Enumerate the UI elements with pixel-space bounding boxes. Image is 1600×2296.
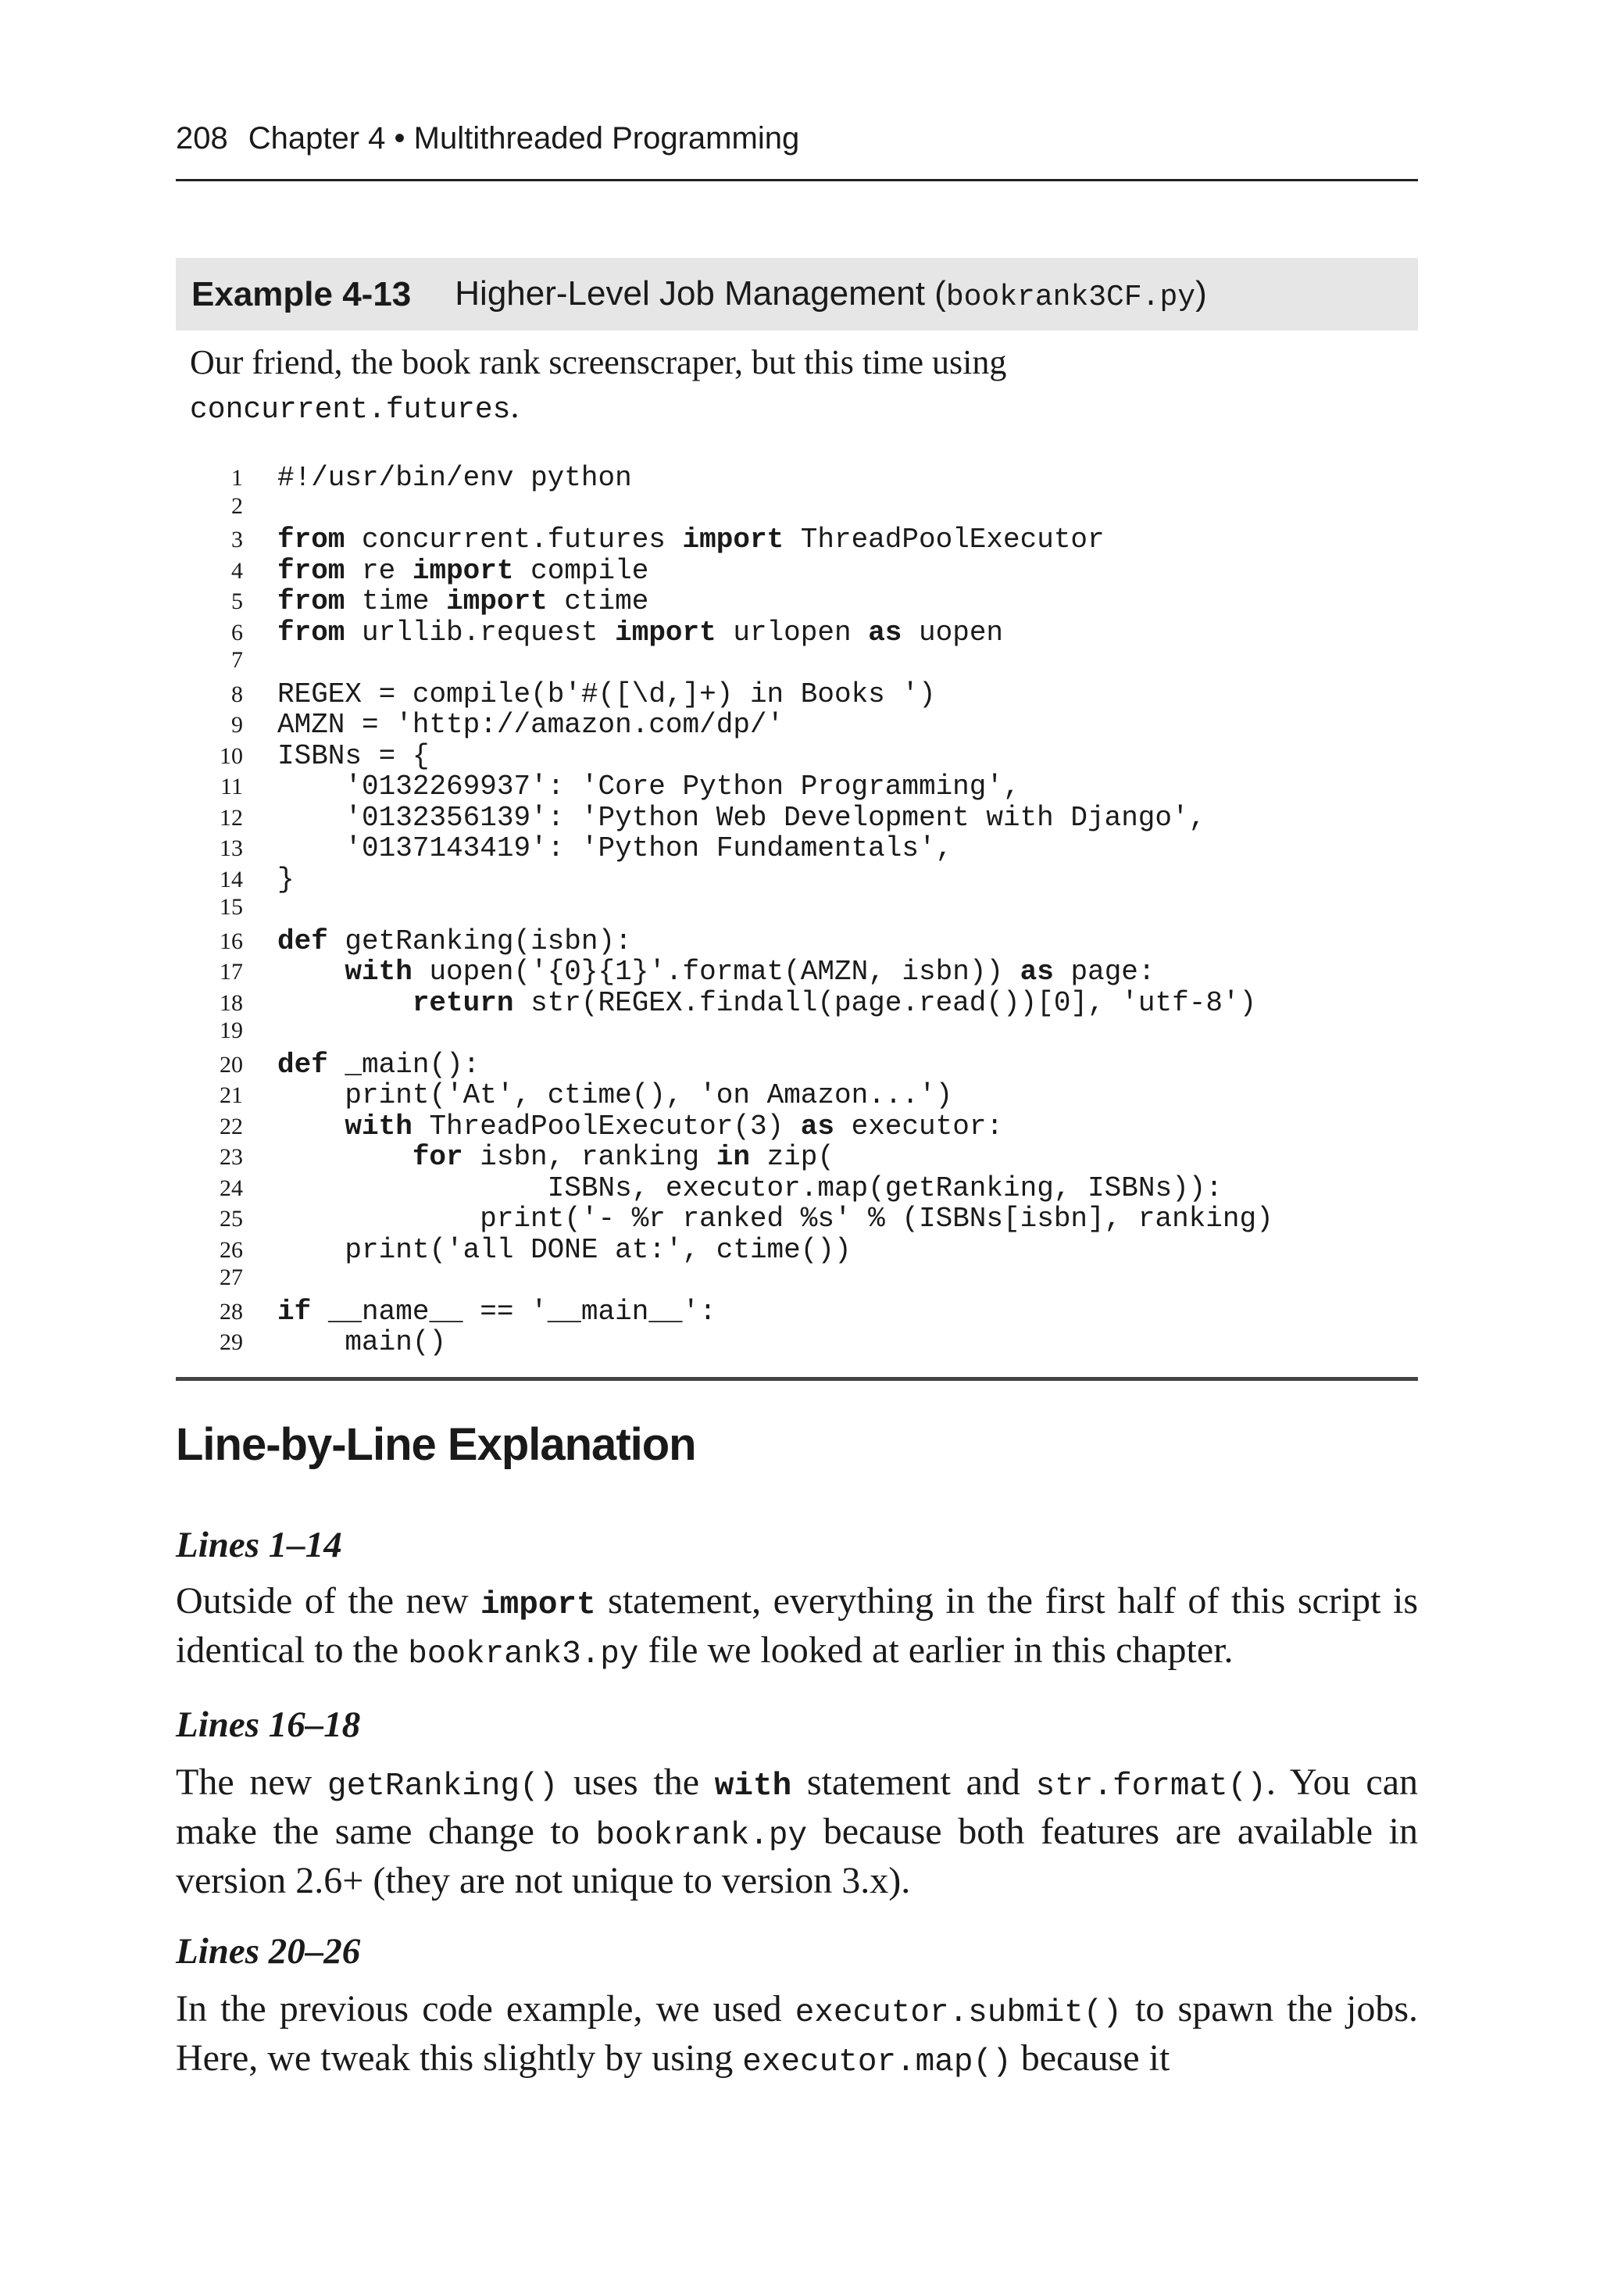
code-line	[176, 864, 1418, 895]
line-number: 10	[220, 742, 243, 769]
code-text: }	[277, 863, 295, 896]
para-text: because it	[1011, 2037, 1170, 2079]
code-line	[176, 524, 1418, 555]
example-filename: bookrank3CF.py	[945, 281, 1196, 314]
code-line	[176, 1017, 1418, 1049]
code-line	[176, 1203, 1418, 1234]
code-line	[176, 1172, 1418, 1203]
code-text: REGEX = compile(b'#([\d,]+) in Books ')	[277, 678, 936, 710]
code-text: print('At', ctime(), 'on Amazon...')	[345, 1079, 953, 1111]
line-number: 24	[220, 1175, 243, 1201]
code-text: '0132356139': 'Python Web Development with Django',	[345, 801, 1206, 834]
code-text: from time import ctime	[277, 585, 649, 617]
paragraph-lines-16-18	[176, 1760, 1418, 1903]
code-text: print('all DONE at:', ctime())	[345, 1233, 852, 1266]
code-text: for isbn, ranking in zip(	[412, 1141, 834, 1173]
code-line	[176, 617, 1418, 648]
line-number: 14	[220, 866, 243, 892]
code-text: main()	[345, 1326, 447, 1358]
line-number: 22	[220, 1113, 243, 1139]
code-line	[176, 709, 1418, 740]
inline-code: executor.submit()	[795, 1995, 1122, 2031]
code-text: with ThreadPoolExecutor(3) as executor:	[345, 1110, 1004, 1143]
code-line	[176, 925, 1418, 957]
inline-code: str.format()	[1035, 1768, 1266, 1804]
code-line	[176, 555, 1418, 586]
example-desc-period: .	[510, 387, 520, 425]
code-text: ISBNs, executor.map(getRanking, ISBNs)):	[547, 1171, 1223, 1204]
line-number: 8	[231, 681, 243, 707]
inline-code: import	[480, 1587, 596, 1623]
code-text: print('- %r ranked %s' % (ISBNs[isbn], ranking)	[480, 1203, 1273, 1235]
line-number: 5	[231, 588, 243, 614]
code-text: '0137143419': 'Python Fundamentals',	[345, 832, 953, 864]
line-number: 18	[220, 989, 243, 1016]
para-text: statement and	[791, 1761, 1036, 1803]
code-line	[176, 1079, 1418, 1110]
para-text: because both features are available in version 2.6+ (they are not unique to version 3.x).	[176, 1811, 1418, 1901]
line-number: 6	[231, 619, 243, 646]
example-desc-text: Our friend, the book rank screenscraper, but this time using	[190, 343, 1007, 381]
para-text: . You can make the same change to	[176, 1761, 1419, 1852]
example-description	[190, 341, 1401, 432]
code-line	[176, 1296, 1418, 1327]
line-number: 28	[220, 1298, 243, 1325]
code-line	[176, 1264, 1418, 1296]
subheading-lines-1-14: Lines 1–14	[176, 1525, 342, 1565]
line-number: 13	[220, 835, 243, 861]
line-number: 23	[220, 1144, 243, 1170]
para-text: In the previous code example, we used	[176, 1988, 795, 2030]
code-line	[176, 462, 1418, 493]
line-number: 21	[220, 1082, 243, 1108]
code-line	[176, 1110, 1418, 1142]
code-line	[176, 1141, 1418, 1172]
example-label: Example 4-13	[191, 274, 412, 313]
code-line	[176, 1326, 1418, 1357]
code-line	[176, 987, 1418, 1018]
code-text: AMZN = 'http://amazon.com/dp/'	[277, 709, 784, 741]
paragraph-lines-1-14	[176, 1579, 1418, 1677]
subheading-lines-20-26: Lines 20–26	[176, 1931, 361, 1972]
line-number: 4	[231, 557, 243, 584]
example-desc-code: concurrent.futures	[190, 393, 511, 427]
line-number: 1	[231, 465, 243, 491]
line-number: 27	[220, 1264, 243, 1290]
line-number: 9	[231, 712, 243, 738]
paragraph-lines-20-26	[176, 1987, 1418, 2085]
code-text: with uopen('{0}{1}'.format(AMZN, isbn)) as page:	[345, 956, 1155, 988]
line-number: 17	[220, 959, 243, 985]
code-line	[176, 802, 1418, 833]
example-title	[455, 274, 1206, 314]
code-text: ISBNs = {	[277, 739, 430, 772]
code-line	[176, 832, 1418, 864]
page-number: 208	[176, 121, 228, 156]
header-rule	[176, 179, 1418, 181]
line-number: 7	[231, 647, 243, 673]
code-line	[176, 647, 1418, 678]
code-text: '0132269937': 'Core Python Programming',	[345, 771, 1020, 803]
para-text: uses the	[558, 1761, 715, 1803]
code-line	[176, 1234, 1418, 1265]
line-number: 3	[231, 527, 243, 553]
line-number: 2	[231, 492, 243, 519]
code-text: return str(REGEX.findall(page.read())[0], 'utf-8')	[412, 986, 1257, 1019]
code-text: from concurrent.futures import ThreadPoolExecutor	[277, 524, 1105, 556]
para-text: statement, everything in the first half of this script is identical to the	[176, 1580, 1418, 1671]
code-listing	[176, 462, 1418, 1357]
running-head	[176, 121, 1418, 156]
line-number: 29	[220, 1329, 243, 1355]
code-text: def _main():	[277, 1048, 480, 1081]
para-text: Outside of the new	[176, 1580, 481, 1622]
subheading-lines-16-18: Lines 16–18	[176, 1704, 361, 1745]
code-text: from re import compile	[277, 554, 649, 587]
inline-code: getRanking()	[327, 1768, 559, 1804]
inline-code: executor.map()	[742, 2044, 1012, 2080]
line-number: 16	[220, 928, 243, 954]
inline-code: with	[714, 1768, 792, 1804]
code-line	[176, 956, 1418, 987]
para-text: The new	[176, 1761, 328, 1803]
chapter-title: Chapter 4 • Multithreaded Programming	[248, 121, 800, 156]
code-bottom-rule	[176, 1377, 1418, 1381]
line-number: 19	[220, 1017, 243, 1043]
para-text: file we looked at earlier in this chapter.	[638, 1629, 1234, 1671]
code-text: def getRanking(isbn):	[277, 924, 632, 957]
example-title-close: )	[1195, 274, 1207, 313]
code-text: if __name__ == '__main__':	[277, 1295, 716, 1328]
code-line	[176, 678, 1418, 710]
line-number: 20	[220, 1051, 243, 1078]
code-line	[176, 894, 1418, 925]
line-number: 11	[220, 774, 243, 799]
inline-code: bookrank3.py	[408, 1636, 639, 1672]
line-number: 15	[220, 894, 243, 920]
para-text: to spawn the jobs. Here, we tweak this slightly by using	[176, 1988, 1419, 2079]
code-line	[176, 740, 1418, 771]
inline-code: bookrank.py	[595, 1818, 808, 1854]
example-caption-bar	[176, 258, 1418, 331]
line-number: 26	[220, 1236, 243, 1263]
code-line	[176, 771, 1418, 802]
code-line	[176, 585, 1418, 617]
code-text: from urllib.request import urlopen as uopen	[277, 616, 1004, 649]
section-title: Line-by-Line Explanation	[176, 1419, 696, 1470]
example-title-text: Higher-Level Job Management (	[455, 274, 946, 313]
code-line	[176, 1049, 1418, 1080]
code-text: #!/usr/bin/env python	[277, 462, 632, 494]
line-number: 25	[220, 1206, 243, 1232]
line-number: 12	[220, 804, 243, 831]
code-line	[176, 493, 1418, 524]
